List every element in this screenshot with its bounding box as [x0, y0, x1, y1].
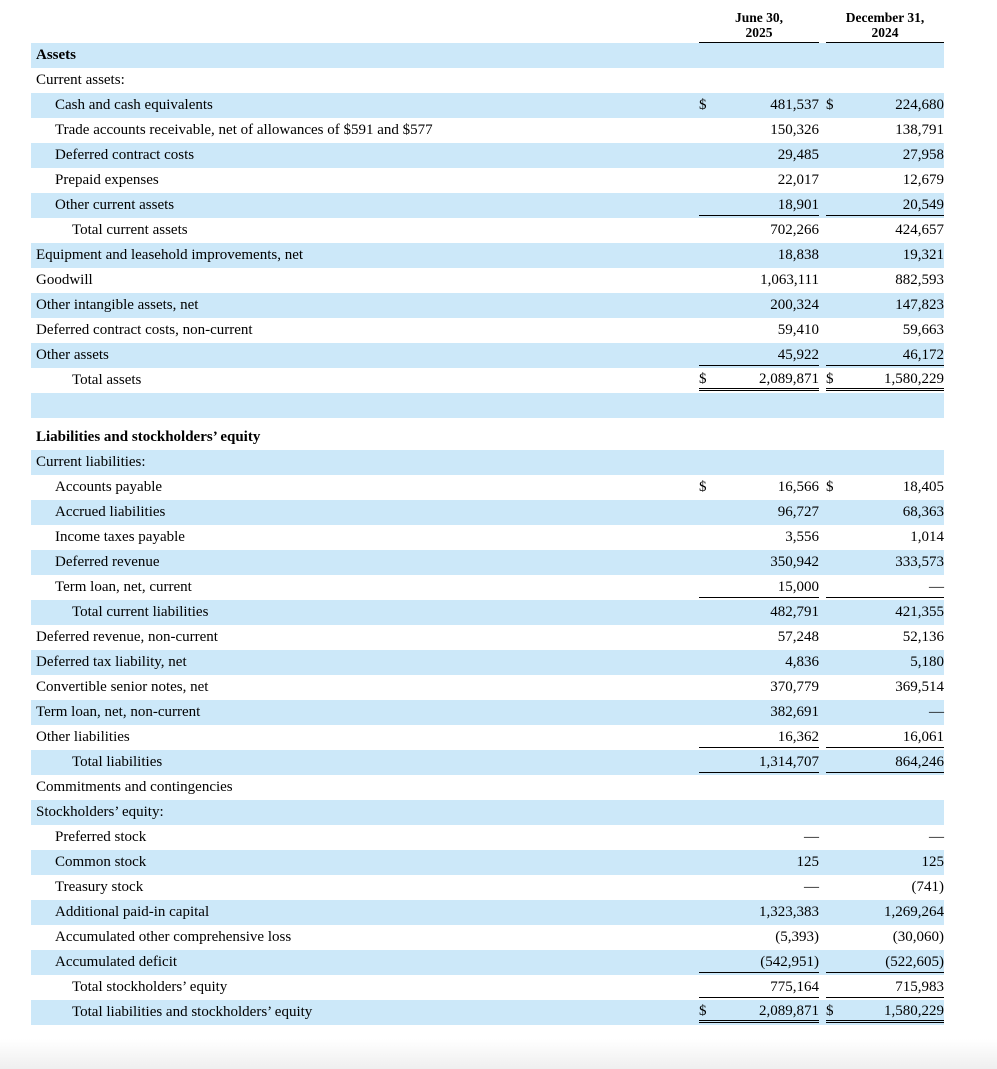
- value-text: 12,679: [902, 172, 944, 188]
- row-label: Other assets: [36, 347, 109, 363]
- value-text: 46,172: [902, 346, 944, 363]
- row-label: Stockholders’ equity:: [36, 804, 164, 820]
- row-label: Prepaid expenses: [55, 172, 159, 188]
- table-row: [31, 500, 944, 525]
- value-text: 424,657: [895, 222, 944, 238]
- value-cell: [826, 345, 944, 366]
- row-label: Term loan, net, current: [55, 579, 192, 595]
- row-label: Accrued liabilities: [55, 504, 166, 520]
- table-row: [31, 43, 944, 68]
- table-row: [31, 68, 944, 93]
- spacer-row: [31, 418, 944, 425]
- row-label: Term loan, net, non-current: [36, 704, 201, 720]
- value-cell: [699, 552, 819, 573]
- value-text: 1,269,264: [884, 904, 944, 920]
- value-text: (522,605): [885, 953, 944, 970]
- value-cell: [699, 652, 819, 673]
- table-row: [31, 700, 944, 725]
- value-cell: [826, 852, 944, 873]
- table-row: [31, 800, 944, 825]
- table-row: [31, 775, 944, 800]
- value-cell: [699, 627, 819, 648]
- table-row: [31, 600, 944, 625]
- row-label: Total current assets: [72, 222, 188, 238]
- value-text: 22,017: [777, 172, 819, 188]
- value-cell: [826, 195, 944, 216]
- value-cell: [826, 477, 944, 498]
- column-header-line: June 30,: [734, 10, 783, 25]
- table-row: [31, 450, 944, 475]
- column-header-line: 2024: [871, 25, 899, 40]
- value-cell: [699, 977, 819, 998]
- value-text: 125: [796, 854, 819, 870]
- value-cell: [826, 552, 944, 573]
- value-text: —: [929, 704, 944, 720]
- value-cell: [826, 802, 944, 823]
- value-text: 1,314,707: [759, 753, 819, 770]
- table-row: [31, 218, 944, 243]
- column-header-june-30-2025: [699, 10, 819, 43]
- value-text: (30,060): [892, 929, 944, 945]
- table-row: [31, 143, 944, 168]
- value-text: 775,164: [770, 978, 819, 995]
- table-row: [31, 268, 944, 293]
- value-cell: [699, 852, 819, 873]
- value-text: 5,180: [910, 654, 944, 670]
- dollar-sign: $: [826, 370, 834, 387]
- value-cell: [699, 45, 819, 66]
- row-label: Income taxes payable: [55, 529, 185, 545]
- value-cell: [826, 702, 944, 723]
- row-label: Total stockholders’ equity: [72, 979, 228, 995]
- value-cell: [699, 502, 819, 523]
- value-cell: [826, 777, 944, 798]
- value-cell: [826, 70, 944, 91]
- value-text: 2,089,871: [759, 1002, 819, 1019]
- row-label: Total current liabilities: [72, 604, 209, 620]
- table-row: [31, 475, 944, 500]
- table-row: [31, 118, 944, 143]
- value-text: 18,405: [902, 479, 944, 495]
- value-cell: [826, 927, 944, 948]
- dollar-sign: $: [826, 97, 834, 113]
- value-cell: [699, 877, 819, 898]
- row-label: Deferred revenue: [55, 554, 160, 570]
- value-text: (5,393): [775, 929, 819, 945]
- value-cell: [826, 45, 944, 66]
- value-text: 2,089,871: [759, 370, 819, 387]
- value-text: 1,580,229: [884, 370, 944, 387]
- table-row: [31, 950, 944, 975]
- value-cell: [699, 927, 819, 948]
- value-text: 882,593: [895, 272, 944, 288]
- table-row: [31, 725, 944, 750]
- value-cell: [699, 727, 819, 748]
- value-cell: [699, 702, 819, 723]
- value-cell: [699, 145, 819, 166]
- value-text: —: [929, 578, 944, 595]
- table-row: [31, 368, 944, 393]
- value-cell: [699, 345, 819, 366]
- value-text: 96,727: [777, 504, 819, 520]
- value-text: 18,838: [777, 247, 819, 263]
- table-row: [31, 925, 944, 950]
- row-label: Goodwill: [36, 272, 93, 288]
- table-row: [31, 650, 944, 675]
- value-text: 3,556: [785, 529, 819, 545]
- value-text: (542,951): [760, 953, 819, 970]
- value-cell: [699, 902, 819, 923]
- value-text: 16,566: [777, 479, 819, 495]
- table-row: [31, 675, 944, 700]
- row-label: Trade accounts receivable, net of allowances of $591 and $577: [55, 122, 433, 138]
- value-text: 68,363: [902, 504, 944, 520]
- value-text: 45,922: [777, 346, 819, 363]
- value-cell: [826, 245, 944, 266]
- value-text: 224,680: [895, 97, 944, 113]
- value-cell: [826, 877, 944, 898]
- row-label: Accumulated deficit: [55, 954, 178, 970]
- row-label: Other intangible assets, net: [36, 297, 199, 313]
- table-row: [31, 93, 944, 118]
- table-row: [31, 343, 944, 368]
- value-cell: [826, 527, 944, 548]
- dollar-sign: $: [699, 1002, 707, 1019]
- value-text: 350,942: [770, 554, 819, 570]
- value-text: 27,958: [902, 147, 944, 163]
- row-label: Current liabilities:: [36, 454, 146, 470]
- value-cell: [699, 477, 819, 498]
- row-label: Commitments and contingencies: [36, 779, 233, 795]
- balance-sheet-table: [31, 0, 944, 1025]
- value-cell: [826, 577, 944, 598]
- value-cell: [826, 270, 944, 291]
- value-text: 1,063,111: [760, 272, 819, 288]
- value-text: —: [804, 879, 819, 895]
- value-cell: [699, 1002, 819, 1023]
- value-cell: [826, 977, 944, 998]
- value-cell: [826, 427, 944, 448]
- value-text: 125: [921, 854, 944, 870]
- value-cell: [826, 370, 944, 391]
- column-header-december-31-2024: [826, 10, 944, 43]
- value-cell: [699, 452, 819, 473]
- table-body: [31, 43, 944, 1025]
- value-text: 1,323,383: [759, 904, 819, 920]
- value-cell: [699, 245, 819, 266]
- table-row: [31, 525, 944, 550]
- value-cell: [826, 952, 944, 973]
- row-label: Total liabilities: [72, 754, 163, 770]
- row-label: Convertible senior notes, net: [36, 679, 209, 695]
- value-text: 1,580,229: [884, 1002, 944, 1019]
- value-text: 369,514: [895, 679, 944, 695]
- value-cell: [699, 70, 819, 91]
- table-row: [31, 318, 944, 343]
- value-text: 715,983: [895, 978, 944, 995]
- row-label: Equipment and leasehold improvements, net: [36, 247, 304, 263]
- value-cell: [826, 502, 944, 523]
- value-cell: [826, 652, 944, 673]
- value-cell: [826, 602, 944, 623]
- row-label: Deferred tax liability, net: [36, 654, 187, 670]
- value-cell: [699, 370, 819, 391]
- row-label: Current assets:: [36, 72, 125, 88]
- row-label: Common stock: [55, 854, 147, 870]
- table-row: [31, 850, 944, 875]
- dollar-sign: $: [699, 479, 707, 495]
- dollar-sign: $: [826, 479, 834, 495]
- value-text: 702,266: [770, 222, 819, 238]
- table-row: [31, 900, 944, 925]
- value-text: —: [929, 829, 944, 845]
- value-text: 200,324: [770, 297, 819, 313]
- value-text: 1,014: [910, 529, 944, 545]
- row-label: Assets: [36, 47, 76, 63]
- value-cell: [826, 827, 944, 848]
- row-label: Deferred contract costs, non-current: [36, 322, 253, 338]
- value-text: 29,485: [777, 147, 819, 163]
- value-text: 147,823: [895, 297, 944, 313]
- value-text: 16,362: [777, 728, 819, 745]
- value-cell: [826, 145, 944, 166]
- value-cell: [826, 95, 944, 116]
- value-cell: [699, 602, 819, 623]
- value-cell: [826, 452, 944, 473]
- row-label: Preferred stock: [55, 829, 147, 845]
- table-row: [31, 243, 944, 268]
- row-label: Deferred revenue, non-current: [36, 629, 218, 645]
- value-cell: [826, 1002, 944, 1023]
- value-text: 59,410: [777, 322, 819, 338]
- row-label: Accumulated other comprehensive loss: [55, 929, 292, 945]
- column-header-line: December 31,: [845, 10, 925, 25]
- table-row: [31, 425, 944, 450]
- value-cell: [699, 95, 819, 116]
- table-row: [31, 193, 944, 218]
- value-cell: [699, 952, 819, 973]
- row-label: Other current assets: [55, 197, 175, 213]
- value-text: 382,691: [770, 704, 819, 720]
- row-label: Other liabilities: [36, 729, 130, 745]
- row-label: Total liabilities and stockholders’ equity: [72, 1004, 313, 1020]
- value-cell: [699, 777, 819, 798]
- table-row: [31, 975, 944, 1000]
- value-cell: [699, 170, 819, 191]
- value-cell: [826, 752, 944, 773]
- value-cell: [699, 752, 819, 773]
- value-cell: [826, 120, 944, 141]
- row-label: Total assets: [72, 372, 142, 388]
- value-text: 52,136: [902, 629, 944, 645]
- value-cell: [699, 802, 819, 823]
- table-header-row: [31, 0, 944, 43]
- row-label: Accounts payable: [55, 479, 163, 495]
- value-text: —: [804, 829, 819, 845]
- value-cell: [699, 677, 819, 698]
- value-cell: [699, 427, 819, 448]
- value-text: 138,791: [895, 122, 944, 138]
- page-bottom-fade: [0, 1039, 997, 1069]
- value-cell: [826, 902, 944, 923]
- value-text: 20,549: [902, 196, 944, 213]
- value-cell: [699, 320, 819, 341]
- value-text: 421,355: [895, 604, 944, 620]
- value-cell: [826, 170, 944, 191]
- value-text: 4,836: [785, 654, 819, 670]
- value-cell: [699, 527, 819, 548]
- row-label: Cash and cash equivalents: [55, 97, 213, 113]
- column-header-line: 2025: [745, 25, 773, 40]
- row-label: Treasury stock: [55, 879, 144, 895]
- value-text: 19,321: [902, 247, 944, 263]
- value-text: 150,326: [770, 122, 819, 138]
- value-cell: [826, 677, 944, 698]
- table-row: [31, 575, 944, 600]
- value-text: 370,779: [770, 679, 819, 695]
- value-text: 15,000: [777, 578, 819, 595]
- value-text: 482,791: [770, 604, 819, 620]
- value-text: 16,061: [902, 728, 944, 745]
- value-text: 57,248: [777, 629, 819, 645]
- value-text: 59,663: [902, 322, 944, 338]
- value-cell: [699, 577, 819, 598]
- value-cell: [826, 220, 944, 241]
- table-row: [31, 750, 944, 775]
- dollar-sign: $: [826, 1002, 834, 1019]
- value-cell: [826, 627, 944, 648]
- value-cell: [699, 195, 819, 216]
- value-cell: [699, 120, 819, 141]
- table-row: [31, 168, 944, 193]
- value-cell: [699, 295, 819, 316]
- value-text: 333,573: [895, 554, 944, 570]
- value-text: (741): [911, 879, 944, 895]
- value-cell: [699, 220, 819, 241]
- table-row: [31, 825, 944, 850]
- row-label: Liabilities and stockholders’ equity: [36, 429, 261, 445]
- dollar-sign: $: [699, 370, 707, 387]
- value-text: 18,901: [777, 196, 819, 213]
- value-cell: [699, 827, 819, 848]
- row-label: Additional paid-in capital: [55, 904, 210, 920]
- value-cell: [699, 270, 819, 291]
- value-text: 481,537: [770, 97, 819, 113]
- table-row: [31, 293, 944, 318]
- value-cell: [826, 727, 944, 748]
- table-row: [31, 550, 944, 575]
- table-row: [31, 625, 944, 650]
- table-row: [31, 875, 944, 900]
- value-cell: [826, 320, 944, 341]
- table-row: [31, 1000, 944, 1025]
- value-text: 864,246: [895, 753, 944, 770]
- dollar-sign: $: [699, 97, 707, 113]
- row-label: Deferred contract costs: [55, 147, 195, 163]
- value-cell: [826, 295, 944, 316]
